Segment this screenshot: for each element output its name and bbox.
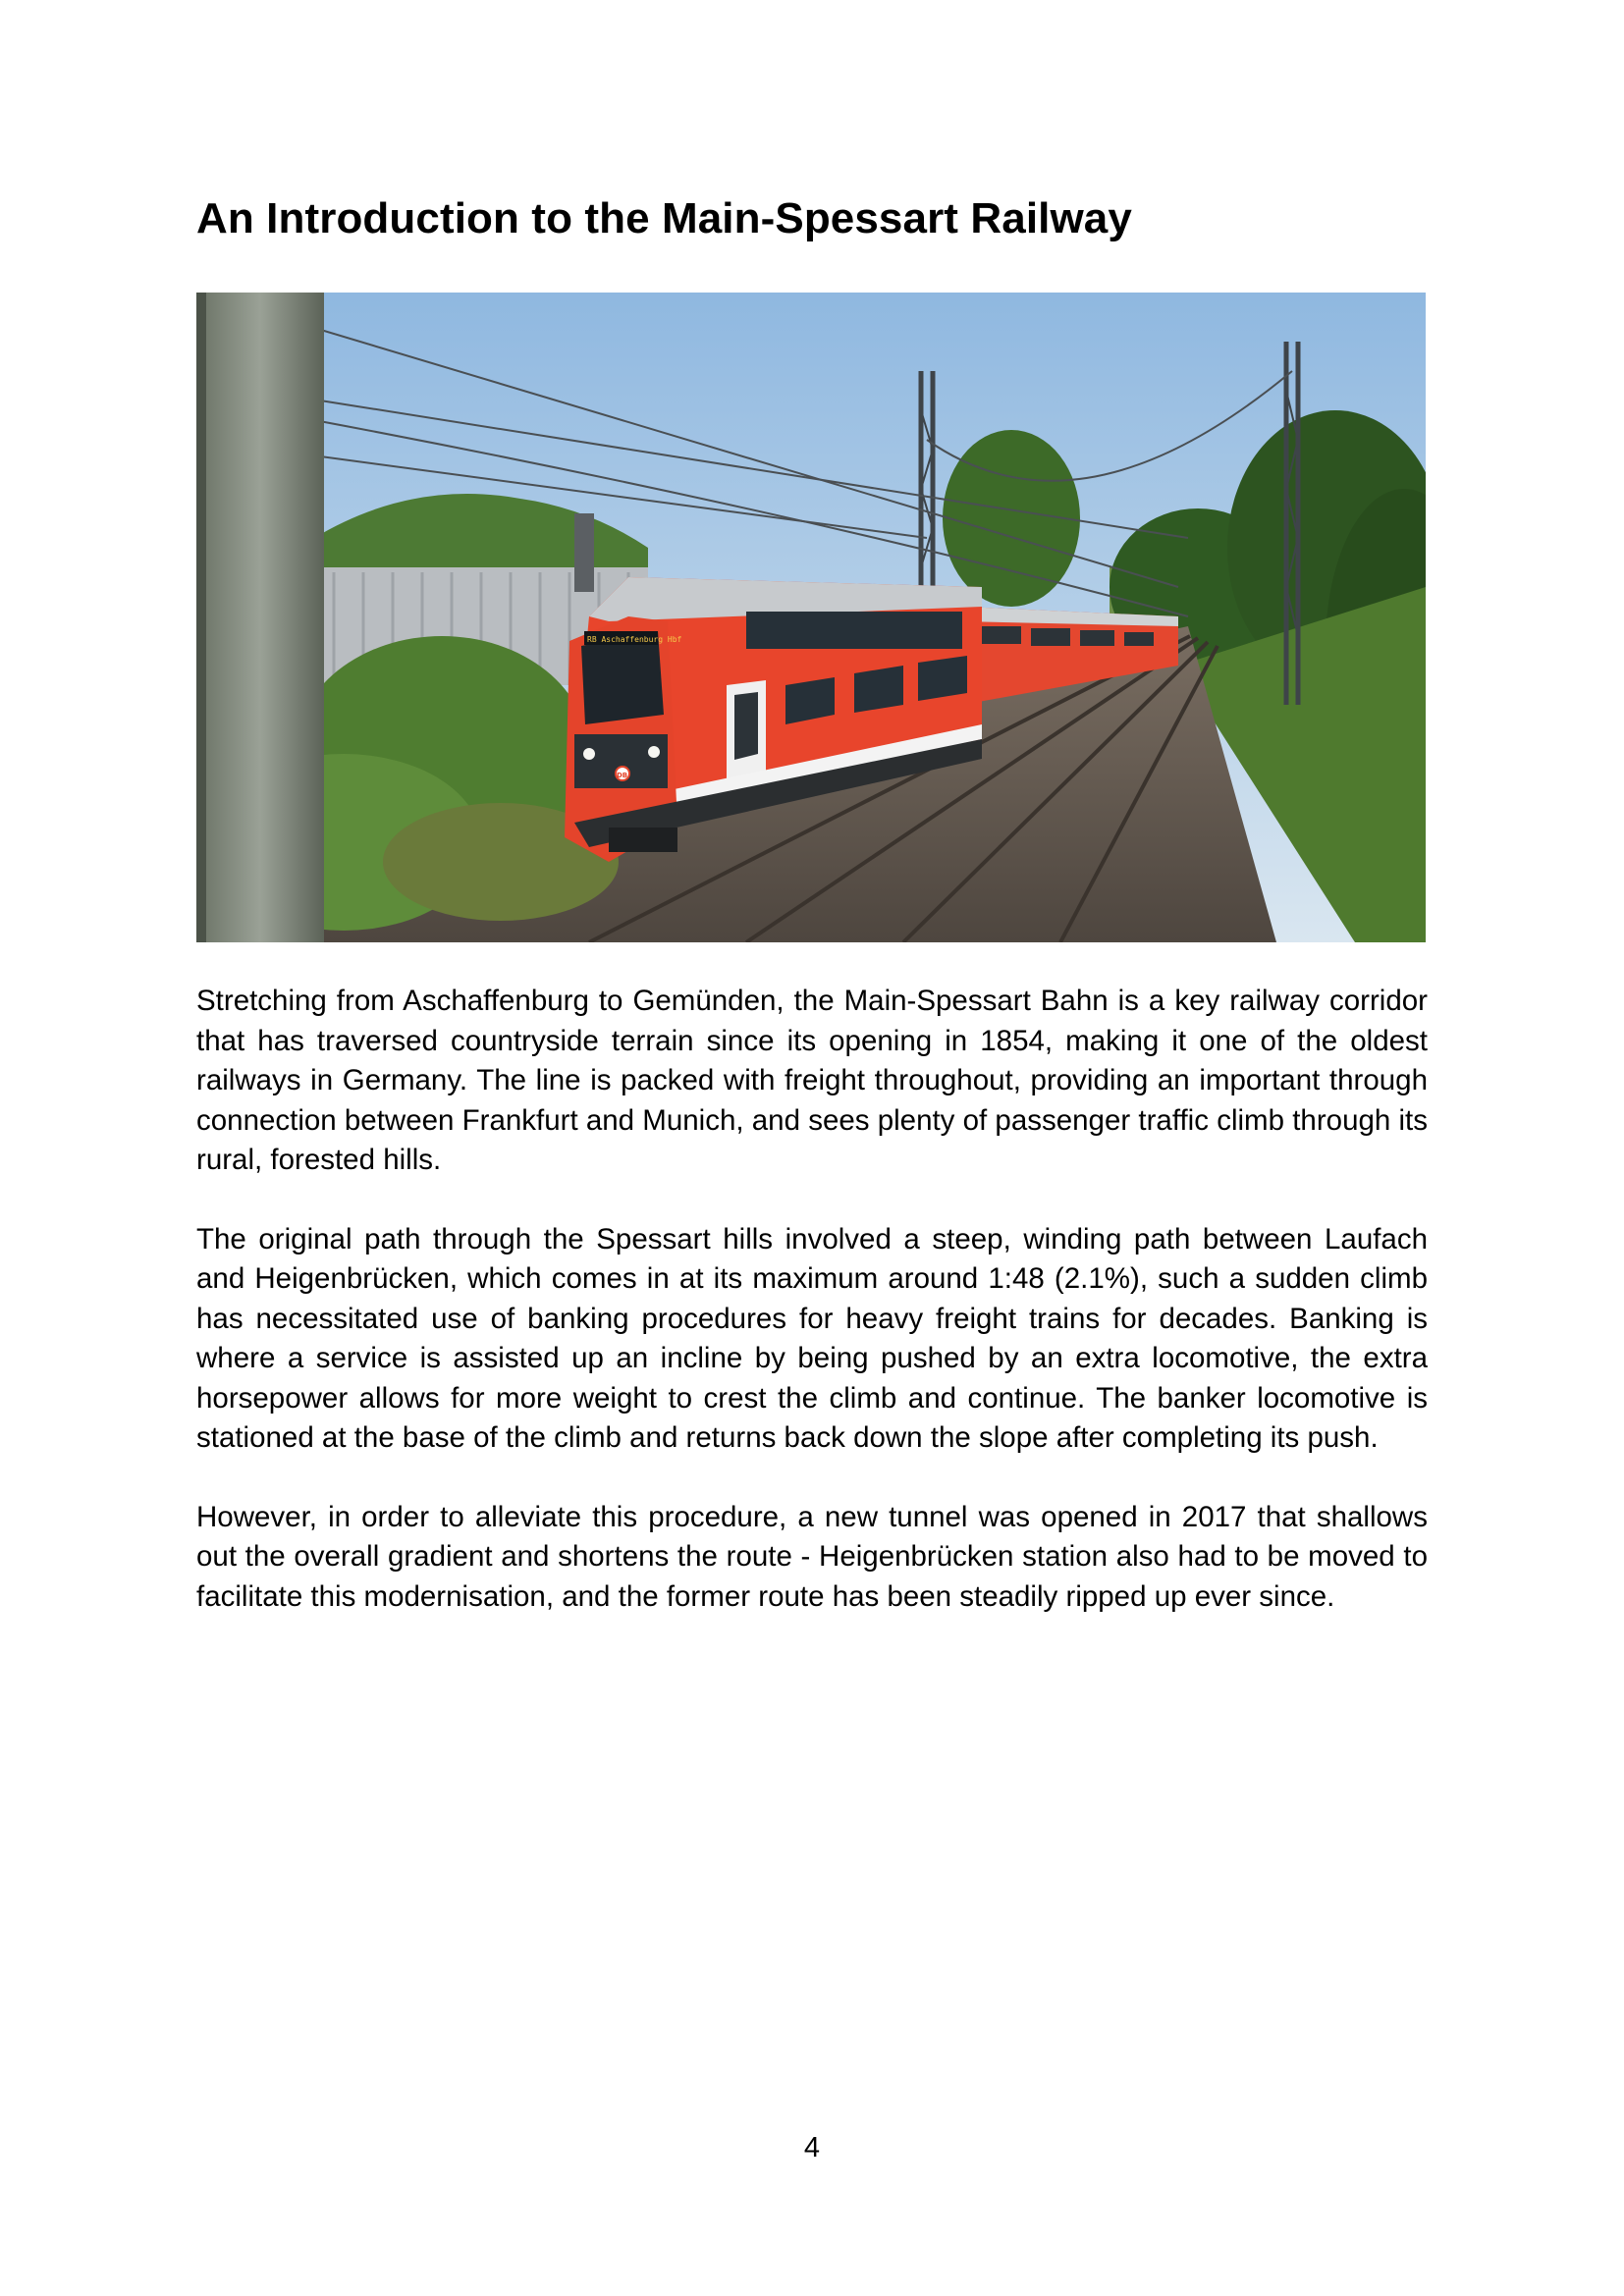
db-logo: DB <box>617 772 628 779</box>
paragraph-3: However, in order to alleviate this procedure, a new tunnel was opened in 2017 that shallows out the overall gradient and shortens the route - Heigenbrücken station also had to be moved to facilitate this modernisation, and the former route has been steadily ripped up ever since. <box>196 1500 1428 1613</box>
train-photo-illustration <box>196 293 1426 942</box>
train-photo <box>196 293 1426 942</box>
page-number: 4 <box>803 2132 821 2163</box>
train-destination-sign: RB Aschaffenburg Hbf <box>587 635 682 644</box>
page-title: An Introduction to the Main-Spessart Railway <box>196 194 1132 242</box>
paragraph-2: The original path through the Spessart hills involved a steep, winding path between Laufach and Heigenbrücken, which comes in at its maximum around 1:48 (2.1%), such a sudden climb has necessitated use of banking procedures for heavy freight trains for decades. Banking is where a service is assisted up an incline by being pushed by an extra locomotive, the extra horsepower allows for more weight to crest the climb and continue. The banker locomotive is stationed at the base of the climb and returns back down the slope after completing its push. <box>196 1222 1428 1454</box>
paragraph-1: Stretching from Aschaffenburg to Gemünden, the Main-Spessart Bahn is a key railway corridor that has traversed countryside terrain since its opening in 1854, making it one of the oldest railways in Germany. The line is packed with freight throughout, providing an important through connection between Frankfurt and Munich, and sees plenty of passenger traffic climb through its rural, forested hills. <box>196 985 1428 1176</box>
article-body <box>196 982 1428 1656</box>
